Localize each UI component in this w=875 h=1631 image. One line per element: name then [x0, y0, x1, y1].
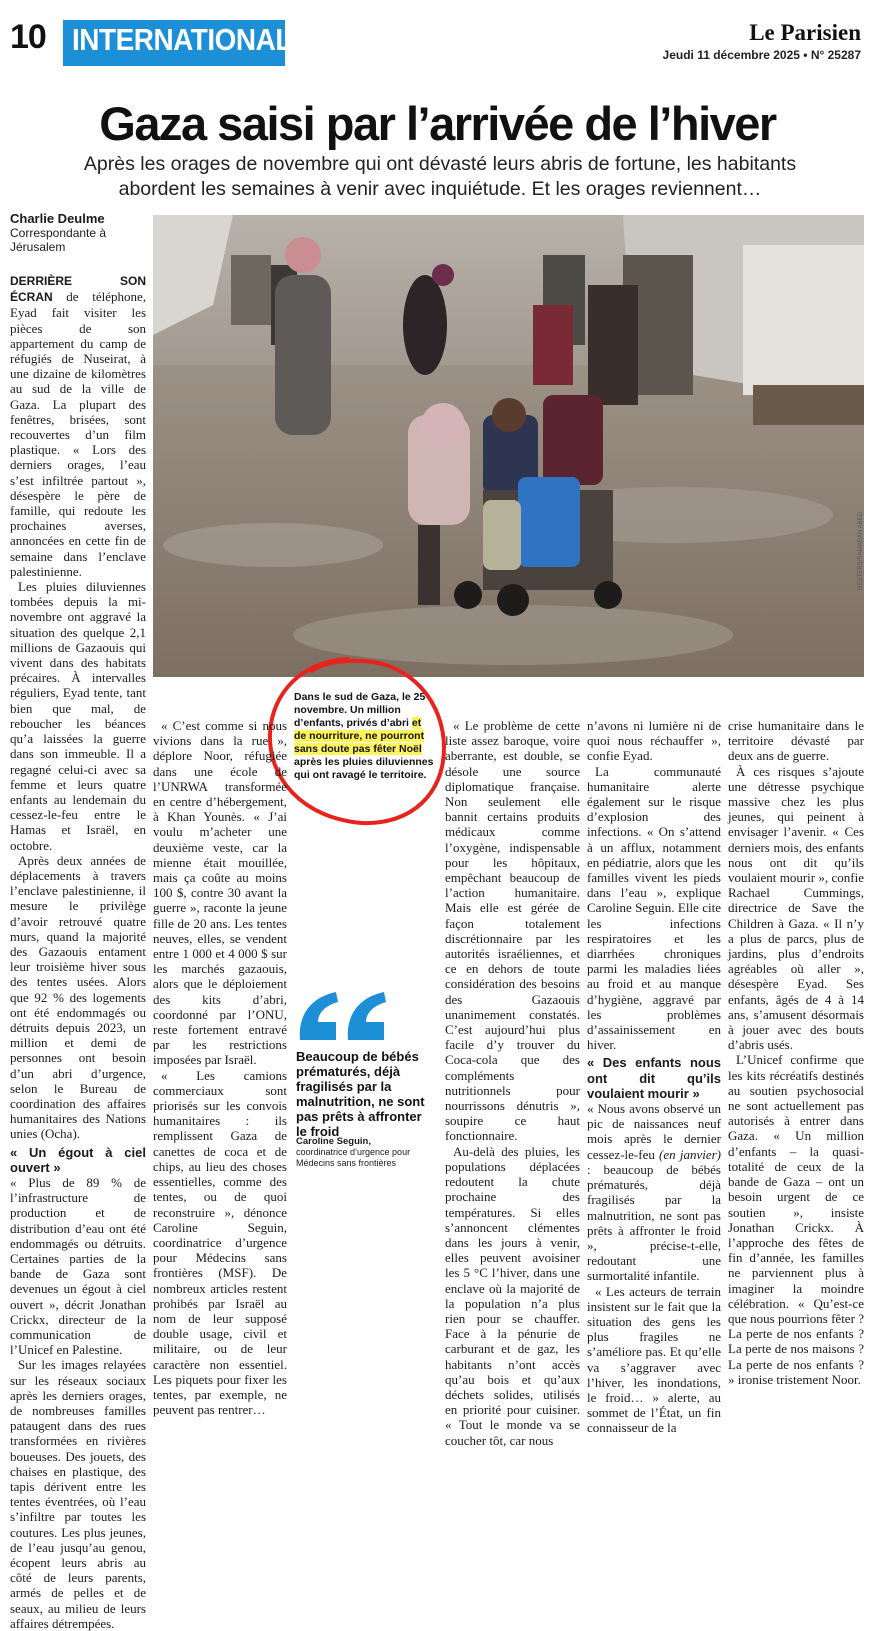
paragraph: « Les camions commerciaux sont priorisés sur les convois humanitaires : ils remplissent Gaza de canettes de coca et de chips, au lieu des choses essentielles, comme des tentes, ou de quoi reconstruire », dénonce Caroline Seguin, coordinatrice d’urgence pour Médecins sans frontières (MSF). De nombreux articles restent prohibés par Israël au nom de leur supposé double usage, civil et militaire, ou de leur caractère non essentiel. Les piquets pour fixer les tentes, par exemple, ne peuvent pas rentrer… — [153, 1067, 287, 1418]
paragraph: « C’est comme si nous vivions dans la rue », déplore Noor, réfugiée dans une école de l’UNRWA transformée en centre d’hébergement, à Khan Younès. « J’ai voulu m’acheter une deuxième veste, car la mienne était mouillée, mais ça coûte au moins 100 $, contre 30 avant la guerre », raconte la jeune fille de 20 ans. Les tentes neuves, elles, se vendent entre 1 000 et 4 000 $ sur les marchés gazaouis, alors que le déploiement des kits d’abri, coordonné par l’ONU, reste fortement entravé par les restrictions imposées par Israël. — [153, 718, 287, 1068]
paragraph: « Le problème de cette liste assez baroque, voire aberrante, est double, se désole une source diplomatique française. Non seulement elle bannit certains produits médicaux comme l’oxygène, indispensable pour les hôpitaux, empêchant beaucoup de l’action humanitaire. Mais elle est gérée de façon totalement discrétionnaire par les autorités israéliennes, et ce en dehors de toute considération des besoins des Gazaouis unanimement constatés. C’est aujourd’hui plus facile d’y trouver du Coca-cola que des compléments nutritionnels pour nourrissons dénutris », soupire ce haut fonctionnaire. — [445, 718, 580, 1144]
page-number: 10 — [10, 18, 46, 56]
paragraph: Sur les images relayées sur les réseaux sociaux après les derniers orages, de nombreuses familles pataugent dans des rues transformées en rivières boueuses. Des jouets, des chaises en plastique, des tapis dérivent entre les tentes éventrées, où l’eau s’infiltre par toutes les coutures. Les plus jeunes, de l’eau jusqu’au genou, écopent leurs abris au côté de leurs parents, armés de pelles et de seaux, au milieu de leurs affaires détrempées. — [10, 1357, 146, 1631]
byline-role: Correspondante à Jérusalem — [10, 226, 107, 254]
paragraph: Après deux années de déplacements à travers l’enclave palestinienne, il mesure le privilège d’avoir retrouvé quatre murs, quand la majorité des Gazaouis entament leur troisième hiver sous des tentes usées. Alors que 92 % des logements ont été endommagés ou détruits depuis 2023, un million et demi de personnes ont besoin d’un abri d’urgence, selon le Bureau de coordination des affaires humanitaires des Nations unies (Ocha). — [10, 852, 146, 1142]
paragraph: Au-delà des pluies, les populations déplacées redoutent la chute prochaine des températures. Si elles s’annoncent clémentes dans les jours à venir, elles peuvent avoisiner les 5 °C l’hiver, dans une enclave où la majorité de la population n’a plus rien pour se chauffer. Face à la pénurie de carburant et de gaz, les habitants n’ont accès qu’au bois et qu’aux déchets solides, utilisés en priorité pour cuisiner. « Tout le monde va se coucher tôt, car nous — [445, 1143, 580, 1448]
dateline — [663, 48, 861, 62]
issue-date: Jeudi 11 décembre 2025 — [662, 48, 800, 62]
pull-quote: Beaucoup de bébés prématurés, déjà fragilisés par la malnutrition, ne sont pas prêts à affronter le froid — [296, 1049, 425, 1139]
paragraph-part: « Nous avons observé un pic de naissances neuf mois après le dernier cessez-le-feu — [587, 1101, 721, 1162]
article-column-4 — [587, 718, 721, 1436]
paragraph: n’avons ni lumière ni de quoi nous réchauffer », confie Eyad. — [587, 718, 721, 764]
paragraph — [587, 1101, 721, 1283]
article-column-3 — [445, 718, 580, 1448]
caption-text: Dans le sud de Gaza, le 25 novembre. Un million d’enfants, privés d’abri — [294, 691, 426, 729]
caption-highlight: et de nourriture, ne pourront sans doute pas fêter Noël — [294, 717, 425, 755]
main-photo — [153, 215, 864, 677]
paragraph — [10, 273, 146, 579]
caption-rest: après les pluies diluviennes qui ont ravagé le territoire. — [294, 756, 434, 781]
paragraph: « Les acteurs de terrain insistent sur le fait que la situation des gens les plus fragiles ne s’améliore pas. Et qu’elle va s’aggraver avec l’hiver, les inondations, le froid… » alerte, au sommet de l’État, un fin connaisseur de la — [587, 1283, 721, 1436]
lead-text: de téléphone, Eyad fait visiter les pièces de son appartement du camp de réfugiés de Nuseirat, à une dizaine de kilomètres au sud de la ville de Gaza. La plupart des fenêtres, brisées, sont recouvertes d’un film plastique. « Lors des derniers orages, l’eau s’est infiltrée partout », désespère le père de famille, qui redoute les prochaines averses, annoncées en cette fin de semaine dans l’enclave palestinienne. — [10, 289, 146, 579]
headline: Gaza saisi par l’arrivée de l’hiver — [99, 97, 776, 150]
paragraph: crise humanitaire dans le territoire dévasté par deux ans de guerre. — [728, 718, 864, 764]
paragraph: L’Unicef confirme que les kits récréatifs destinés au soutien psychosocial ne sont actuellement pas autorisés à entrer dans Gaza. « Un million d’enfants – la quasi-totalité de ceux de la bande de Gaza – ont un besoin urgent de ce soutien », insiste Jonathan Crickx. À l’approche des fêtes de fin d’année, les familles ne parviennent plus à imaginer la moindre célébration. « Qu’est-ce que nous pourrions fêter ? La perte de nos enfants ? La perte de nos maisons ? La perte de nos enfants ? » ironise tristement Noor. — [728, 1052, 864, 1387]
quote-author-role: coordinatrice d’urgence pour Médecins sans frontières — [296, 1147, 411, 1168]
paragraph: « Plus de 89 % de l’infrastructure de production et de distribution d’eau ont été endommagés ou détruits. Certaines parties de la bande de Gaza sont devenues un égout à ciel ouvert », décrit Jonathan Crickx, directeur de la communication de l’Unicef en Palestine. — [10, 1174, 146, 1358]
publication-logo: Le Parisien — [749, 20, 861, 45]
intertitle: « Un égout à ciel ouvert » — [10, 1144, 146, 1175]
article-column-5 — [728, 718, 864, 1387]
red-circle-annotation — [262, 653, 450, 829]
quote-marks-icon — [296, 988, 391, 1044]
lead-in: DERRIÈRE SON ÉCRAN — [10, 274, 146, 305]
paragraph: À ces risques s’ajoute une détresse psychique massive chez les plus jeunes, qui peinent à envisager l’avenir. « Ces derniers mois, des enfants nous ont dit qu’ils voulaient mourir », confie Rachael Cummings, directrice de Save the Children à Gaza. « Il n’y a plus de parcs, plus de jardins, plus d’endroits agréables où aller », désespère Eyad. Ses enfants, âgés de 4 à 14 ans, s’amusent désormais à jouer avec des bouts d’abris usés. — [728, 763, 864, 1053]
subheadline: Après les orages de novembre qui ont dévasté leurs abris de fortune, les habitants abordent les semaines à venir avec inquiétude. Et les orages reviennent… — [83, 153, 797, 200]
section-label: INTERNATIONAL — [72, 22, 292, 57]
paragraph: La communauté humanitaire alerte également sur le risque d’explosion des infections. « On s’attend à un afflux, notamment en pédiatrie, alors que les familles vivent les pieds dans l’eau », explique Caroline Seguin. Elle cite les infections respiratoires et les diarrhées chroniques parmi les maladies liées au froid et au manque d’hygiène, aggravé par les problèmes d’assainissement en hiver. — [587, 763, 721, 1053]
paragraph-part: : beaucoup de bébés prématurés, déjà fragilisés par la malnutrition, ne sont pas prêts à affronter le froid », précise-t-elle, redoutant une surmortalité infantile. — [587, 1161, 721, 1284]
article-column-1 — [10, 273, 146, 1631]
intertitle: « Des enfants nous ont dit qu’ils voulaient mourir » — [587, 1055, 721, 1101]
photo-illustration — [153, 215, 864, 677]
paragraph-aside: (en janvier) — [659, 1146, 721, 1162]
paragraph: Les pluies diluviennes tombées depuis la mi-novembre ont aggravé la situation des quelque 2,1 millions de Gazaouis qui vivent dans des habitats précaires. À intervalles réguliers, Eyad tente, tant bien que mal, de reboucher les béances qu’a laissées la guerre dans son immeuble. Il a regagné celui-ci avec sa femme et leurs quatre enfants au lendemain du cessez-le-feu entre le Hamas et Israël, en octobre. — [10, 579, 146, 853]
quote-author: Caroline Seguin, — [296, 1136, 371, 1147]
issue-number: • N° 25287 — [803, 48, 861, 62]
photo-credit: REUTERS/RAMADAN ABED — [858, 511, 864, 590]
byline-name: Charlie Deulme — [10, 211, 105, 226]
article-column-2 — [153, 718, 287, 1417]
